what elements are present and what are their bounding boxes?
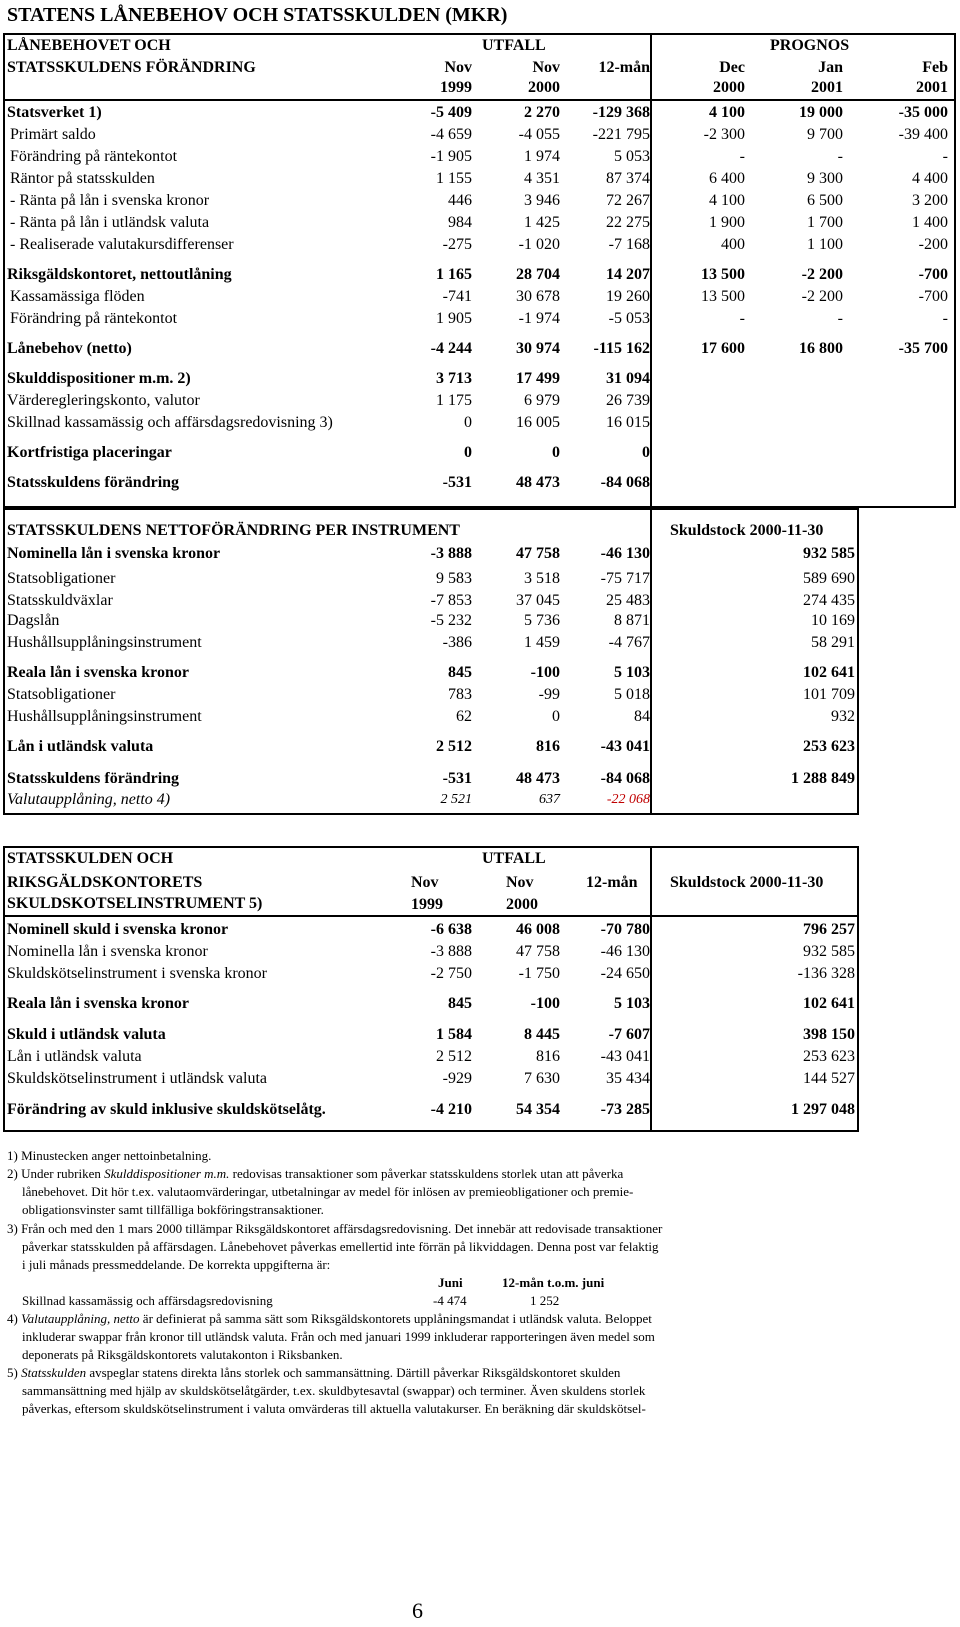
table-row [0,610,960,632]
row-value: 8 871 [614,612,650,629]
row-value: 37 045 [516,592,560,609]
row-value: 31 094 [606,370,650,387]
row-value: 9 583 [436,570,472,587]
row-value: -70 780 [600,921,650,938]
row-value: 6 500 [807,192,843,209]
row-label: Nominella lån i svenska kronor [7,943,208,960]
table-row [0,1099,960,1121]
row-value: -24 650 [600,965,650,982]
row-value: -2 300 [703,126,745,143]
row-value: - [739,148,745,165]
row-value: 3 518 [524,570,560,587]
row-value: 1 100 [807,236,843,253]
row-value: -929 [442,1070,472,1087]
row-label: Primärt saldo [10,126,96,143]
row-value: -1 020 [518,236,560,253]
row-value: -136 328 [797,965,855,982]
row-value: 845 [448,995,472,1012]
row-value: -531 [442,770,472,787]
row-value: -4 659 [430,126,472,143]
row-value: 4 351 [524,170,560,187]
table-row [0,789,960,811]
table1-col-header-year: 1999 [440,79,472,96]
row-value: -3 888 [430,545,472,562]
row-label: Statsskuldens förändring [7,474,180,491]
table2-header-right: Skuldstock 2000-11-30 [670,522,824,539]
table-row [0,390,960,412]
row-value: -6 638 [430,921,472,938]
table3-header-l1: STATSSKULDEN OCH [7,850,174,867]
table-row [0,1046,960,1068]
table-row [0,684,960,706]
table-row [0,736,960,758]
table1-col-header: Jan [818,59,843,76]
row-label: Skuldskötselinstrument i utländsk valuta [7,1070,267,1087]
table-row [0,941,960,963]
row-value: - [942,148,948,165]
table3-col4: Skuldstock 2000-11-30 [670,874,824,891]
row-label: Skuld i utländsk valuta [7,1026,166,1043]
footnote-3-col-12man: 12-mån t.o.m. juni [502,1275,605,1290]
row-label: Statsskuldväxlar [7,592,113,609]
row-value: - [942,310,948,327]
row-value: 589 690 [803,570,855,587]
row-value: -100 [530,995,560,1012]
row-value: 19 260 [606,288,650,305]
row-label: Lån i utländsk valuta [7,738,154,755]
row-value: 446 [448,192,472,209]
row-value: 1 425 [524,214,560,231]
row-label: Förändring på räntekontot [10,148,178,165]
row-value: -275 [442,236,472,253]
row-value: 8 445 [524,1026,560,1043]
row-label: Statsobligationer [7,570,116,587]
row-label: Kortfristiga placeringar [7,444,172,461]
row-value: 5 018 [614,686,650,703]
row-label: Reala lån i svenska kronor [7,995,189,1012]
row-label: Valutaupplåning, netto 4) [7,791,171,808]
row-value: 816 [536,738,560,755]
table-row [0,632,960,654]
row-value: 0 [642,444,650,461]
row-value: 72 267 [606,192,650,209]
row-value: 984 [448,214,472,231]
footnote-4: 4) Valutaupplåning, netto är definierat på samma sätt som Riksgäldskontorets upplåningsmandat i utländsk valuta. Beloppet [7,1311,652,1326]
footnote-5-line2: sammansättning med hjälp av skuldskötselåtgärder, t.ex. skuldbytesavtal (swappar) och terminer. Även skuldens storlek [22,1383,646,1398]
row-value: 0 [552,444,560,461]
row-value: 9 300 [807,170,843,187]
row-value: 46 008 [516,921,560,938]
row-value: -200 [918,236,948,253]
table1-col-header-year: 2001 [811,79,843,96]
footnote-4-line3: deponerats på Riksgäldskontorets valutakonton i Riksbanken. [22,1347,343,1362]
footnote-4-line2: inkluderar swappar från kronor till utländsk valuta. Från och med januari 1999 inkluderar rapporteringen även medel som [22,1329,655,1344]
table2-header-left: STATSSKULDENS NETTOFÖRÄNDRING PER INSTRUMENT [7,522,460,539]
row-value: 102 641 [803,995,855,1012]
row-value: 1 400 [912,214,948,231]
row-value: 6 979 [524,392,560,409]
row-value: 637 [539,792,560,807]
row-value: 2 521 [440,792,472,807]
table1-header-left2: STATSSKULDENS FÖRÄNDRING [7,59,256,76]
row-label: Räntor på statsskulden [10,170,155,187]
row-value: 783 [448,686,472,703]
footnote-2: 2) Under rubriken Skulddispositioner m.m. redovisas transaktioner som påverkar statsskuldens storlek utan att påverka [7,1166,624,1181]
row-value: -35 700 [898,340,948,357]
row-value: 0 [464,414,472,431]
row-value: 17 499 [516,370,560,387]
table-row [0,472,960,494]
row-value: 35 434 [606,1070,650,1087]
row-label: Hushållsupplåningsinstrument [7,708,202,725]
row-value: -100 [530,664,560,681]
footnote-3-line3: i juli månads pressmeddelande. De korrekta uppgifterna är: [22,1257,331,1272]
table3-col2-a: Nov [506,874,534,891]
footnote-3-row-v2: 1 252 [530,1293,560,1308]
row-value: 9 700 [807,126,843,143]
row-value: 30 974 [516,340,560,357]
row-value: -5 409 [430,104,472,121]
table1-col-header-year: 2001 [916,79,948,96]
row-value: 1 459 [524,634,560,651]
row-value: 4 100 [709,104,745,121]
row-value: 0 [464,444,472,461]
row-label: Förändring på räntekontot [10,310,178,327]
row-label: - Ränta på lån i utländsk valuta [10,214,210,231]
row-value: 1 700 [807,214,843,231]
row-value: 845 [448,664,472,681]
table1-col-header: Feb [922,59,948,76]
table-row [0,168,960,190]
row-value: 16 015 [606,414,650,431]
row-value: 796 257 [803,921,855,938]
row-value: 19 000 [799,104,843,121]
row-value: -531 [442,474,472,491]
row-value: 87 374 [606,170,650,187]
table-row [0,662,960,684]
footnote-3-row-label: Skillnad kassamässig och affärsdagsredovisning [22,1293,273,1308]
row-value: -84 068 [600,474,650,491]
table-row [0,286,960,308]
row-value: 54 354 [516,1101,560,1118]
table1-header-left1: LÅNEBEHOVET OCH [7,37,171,54]
table1-col-header-year: 2000 [713,79,745,96]
row-value: 16 005 [516,414,560,431]
row-value: 3 200 [912,192,948,209]
row-label: Nominella lån i svenska kronor [7,545,221,562]
row-value: 5 053 [614,148,650,165]
row-value: -43 041 [600,738,650,755]
row-label: - Ränta på lån i svenska kronor [10,192,210,209]
row-value: -7 853 [430,592,472,609]
row-value: 7 630 [524,1070,560,1087]
row-value: 47 758 [516,943,560,960]
table-row [0,212,960,234]
table3-header-l3: SKULDSKOTSELINSTRUMENT 5) [7,895,263,912]
row-value: 84 [634,708,650,725]
row-value: 48 473 [516,770,560,787]
row-value: 13 500 [701,288,745,305]
page-number: 6 [412,1598,423,1623]
row-label: Förändring av skuld inklusive skuldskötselåtg. [7,1101,326,1118]
table3-col2-b: 2000 [506,896,538,913]
row-value: 1 974 [524,148,560,165]
footnote-3-col-juni: Juni [438,1275,463,1290]
row-value: 58 291 [811,634,855,651]
row-label: Kassamässiga flöden [10,288,145,305]
row-value: 1 165 [436,266,472,283]
row-value: 3 946 [524,192,560,209]
table-row [0,368,960,390]
footnote-3: 3) Från och med den 1 mars 2000 tillämpar Riksgäldskontoret affärsdagsredovisning. Det innebär att redovisade transaktioner [7,1221,663,1236]
row-value: 62 [456,708,472,725]
row-label: Lånebehov (netto) [7,340,132,357]
row-value: 1 297 048 [791,1101,855,1118]
row-value: 16 800 [799,340,843,357]
row-value: 13 500 [701,266,745,283]
row-value: 4 400 [912,170,948,187]
table1-utfall: UTFALL [482,37,546,54]
row-label: Riksgäldskontoret, nettoutlåning [7,266,232,283]
row-value: 816 [536,1048,560,1065]
row-value: 253 623 [803,738,855,755]
table3-header-l2: RIKSGÄLDSKONTORETS [7,874,203,891]
row-value: 17 600 [701,340,745,357]
table3-col1-a: Nov [411,874,439,891]
row-value: 47 758 [516,545,560,562]
row-value: -5 232 [430,612,472,629]
row-value: 5 103 [614,664,650,681]
row-value: 26 739 [606,392,650,409]
row-value: 2 270 [524,104,560,121]
table-row [0,308,960,330]
row-value: -2 200 [801,288,843,305]
row-label: Värderegleringskonto, valutor [7,392,200,409]
table1-header-rule [3,99,956,101]
footnote-1: 1) Minustecken anger nettoinbetalning. [7,1148,212,1163]
row-value: 1 175 [436,392,472,409]
row-value: 5 103 [614,995,650,1012]
footnote-2-line3: obligationsvinster samt tillfälliga bokföringstransaktioner. [22,1202,324,1217]
table-row [0,919,960,941]
row-value: 14 207 [606,266,650,283]
row-value: -4 210 [430,1101,472,1118]
row-value: 144 527 [803,1070,855,1087]
row-value: 274 435 [803,592,855,609]
row-value: 253 623 [803,1048,855,1065]
table3-col1-b: 1999 [411,896,443,913]
row-value: -3 888 [430,943,472,960]
row-value: -35 000 [898,104,948,121]
row-value: 1 584 [436,1026,472,1043]
footnote-3-row-v1: -4 474 [433,1293,467,1308]
row-value: -75 717 [600,570,650,587]
row-value: -1 974 [518,310,560,327]
row-value: 22 275 [606,214,650,231]
table-row [0,590,960,612]
row-value: -39 400 [898,126,948,143]
table-row [0,963,960,985]
row-label: Statsobligationer [7,686,116,703]
table1-col-header: Dec [719,59,745,76]
row-value: -73 285 [600,1101,650,1118]
row-value: -5 053 [608,310,650,327]
row-value: -1 750 [518,965,560,982]
row-value: -7 168 [608,236,650,253]
row-value: -4 244 [430,340,472,357]
row-value: 10 169 [811,612,855,629]
footnote-5: 5) Statsskulden avspeglar statens direkta låns storlek och sammansättning. Därtill påverkar Riksgäldskontoret skulden [7,1365,621,1380]
row-label: Skuldskötselinstrument i svenska kronor [7,965,267,982]
row-value: 932 585 [803,943,855,960]
row-value: -46 130 [600,545,650,562]
table1-col-header: Nov [444,59,472,76]
row-value: 400 [721,236,745,253]
row-value: -4 055 [518,126,560,143]
row-label: - Realiserade valutakursdifferenser [10,236,234,253]
row-value: 4 100 [709,192,745,209]
row-label: Reala lån i svenska kronor [7,664,189,681]
row-value: -99 [538,686,560,703]
row-value: 48 473 [516,474,560,491]
row-value: -741 [442,288,472,305]
row-value: -115 162 [593,340,650,357]
row-value: -1 905 [430,148,472,165]
table-row [0,442,960,464]
table-row [0,234,960,256]
row-value: 28 704 [516,266,560,283]
table-row [0,1068,960,1090]
footnote-2-line2: lånebehovet. Dit hör t.ex. valutaomvärderingar, utbetalningar av medel för inlösen av premieobligationer och premie- [22,1184,634,1199]
row-value: 6 400 [709,170,745,187]
table3-header-rule [3,915,859,917]
row-value: - [837,310,843,327]
row-label: Statsverket 1) [7,104,102,121]
table-row [0,124,960,146]
row-label: Lån i utländsk valuta [7,1048,142,1065]
row-value: -700 [918,288,948,305]
row-value: 30 678 [516,288,560,305]
row-value: 398 150 [803,1026,855,1043]
row-label: Skillnad kassamässig och affärsdagsredovisning 3) [7,414,333,431]
table-row [0,768,960,790]
row-label: Hushållsupplåningsinstrument [7,634,202,651]
row-value: -84 068 [600,770,650,787]
table1-col-header: 12-mån [598,59,650,76]
table-row [0,190,960,212]
row-value: -43 041 [600,1048,650,1065]
footnote-3-line2: påverkar statsskulden på affärsdagen. Lånebehovet påverkas emellertid inte förrän på likviddagen. Denna post var felaktig [22,1239,659,1254]
row-value: -22 068 [606,792,650,807]
row-value: 1 288 849 [791,770,855,787]
row-value: -4 767 [608,634,650,651]
row-value: 2 512 [436,738,472,755]
row-label: Skulddispositioner m.m. 2) [7,370,191,387]
table-row [0,102,960,124]
table-row [0,993,960,1015]
row-value: 2 512 [436,1048,472,1065]
row-value: 1 905 [436,310,472,327]
row-value: -129 368 [592,104,650,121]
row-value: - [739,310,745,327]
row-value: -7 607 [608,1026,650,1043]
table-row [0,146,960,168]
row-value: 5 736 [524,612,560,629]
row-value: 1 155 [436,170,472,187]
row-label: Nominell skuld i svenska kronor [7,921,229,938]
row-label: Statsskuldens förändring [7,770,180,787]
row-value: 0 [552,708,560,725]
table-row [0,543,960,565]
table1-col-header: Nov [532,59,560,76]
table-row [0,412,960,434]
row-label: Dagslån [7,612,60,629]
row-value: -2 750 [430,965,472,982]
table-row [0,1024,960,1046]
table-row [0,706,960,728]
table-row [0,338,960,360]
row-value: -221 795 [592,126,650,143]
row-value: 3 713 [436,370,472,387]
table-row [0,568,960,590]
row-value: 932 [831,708,855,725]
page-title: STATENS LÅNEBEHOV OCH STATSSKULDEN (MKR) [7,4,508,26]
row-value: - [837,148,843,165]
table3-col3: 12-mån [586,874,638,891]
table-row [0,264,960,286]
table3-utfall: UTFALL [482,850,546,867]
row-value: -2 200 [801,266,843,283]
row-value: -700 [918,266,948,283]
row-value: -386 [442,634,472,651]
row-value: 932 585 [803,545,855,562]
row-value: 102 641 [803,664,855,681]
footnote-5-line3: påverkas, eftersom skuldskötselinstrument i valuta omvärderas till aktuella valutakurser. En beräkning där skuldskötsel- [22,1401,646,1416]
row-value: 25 483 [606,592,650,609]
table1-prognos: PROGNOS [770,37,850,54]
row-value: -46 130 [600,943,650,960]
row-value: 1 900 [709,214,745,231]
table1-col-header-year: 2000 [528,79,560,96]
row-value: 101 709 [803,686,855,703]
